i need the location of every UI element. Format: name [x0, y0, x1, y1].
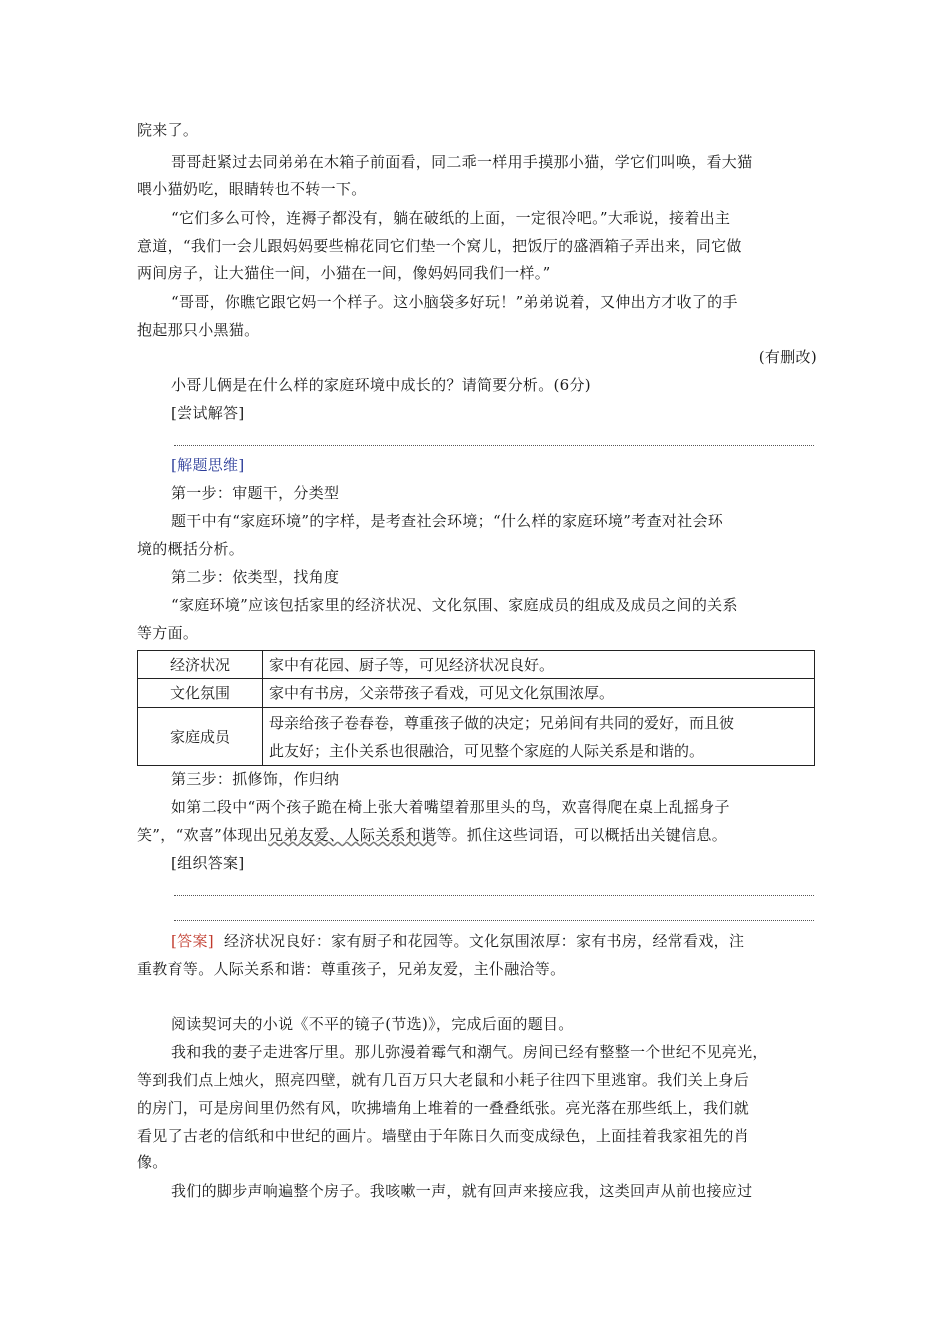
passage1-line: 哥哥赶紧过去同弟弟在木箱子前面看，同二乖一样用手摸那小猫，学它们叫唤，看大猫	[171, 153, 753, 171]
table-cell-line: 此友好；主仆关系也很融洽，可见整个家庭的人际关系是和谐的。	[269, 741, 705, 760]
answer-line	[171, 931, 817, 951]
step1-text: 题干中有“家庭环境”的字样，是考查社会环境；“什么样的家庭环境”考查对社会环	[171, 512, 724, 530]
question-text: 小哥儿俩是在什么样的家庭环境中成长的？请简要分析。(6分)	[171, 376, 591, 394]
table-row	[138, 651, 815, 679]
table-cell-detail: 家中有书房，父亲带孩子看戏，可见文化氛围浓厚。	[263, 679, 815, 708]
answer-blank-line	[174, 920, 814, 921]
try-answer-label: [尝试解答]	[171, 404, 245, 422]
passage2-line: 看见了古老的信纸和中世纪的画片。墙壁由于年陈日久而变成绿色，上面挂着我家祖先的肖	[137, 1127, 750, 1145]
step3-text-line	[137, 825, 817, 845]
step2-text: 等方面。	[137, 624, 199, 642]
table-cell-detail	[263, 708, 815, 766]
table-cell-aspect: 经济状况	[138, 651, 263, 679]
step3-text: 笑”，“欢喜”体现出	[137, 826, 269, 844]
passage1-line: 院来了。	[137, 121, 199, 139]
step2-title: 第二步：依类型，找角度	[171, 568, 340, 586]
passage2-line: 我们的脚步声响遍整个房子。我咳嗽一声，就有回声来接应我，这类回声从前也接应过	[171, 1182, 753, 1200]
family-environment-table	[137, 650, 815, 766]
passage1-line: 喂小猫奶吃，眼睛转也不转一下。	[137, 180, 367, 198]
passage2-line: 的房门，可是房间里仍然有风，吹拂墙角上堆着的一叠叠纸张。亮光落在那些纸上，我们就	[137, 1099, 750, 1117]
step2-text: “家庭环境”应该包括家里的经济状况、文化氛围、家庭成员的组成及成员之间的关系	[171, 596, 738, 614]
step1-text: 境的概括分析。	[137, 540, 245, 558]
passage1-line: 两间房子，让大猫住一间，小猫在一间，像妈妈同我们一样。”	[137, 264, 551, 282]
table-cell-aspect: 文化氛围	[138, 679, 263, 708]
source-note: (有删改)	[758, 348, 817, 366]
thinking-label: [解题思维]	[171, 456, 245, 474]
step3-text: 等。抓住这些词语，可以概括出关键信息。	[436, 826, 728, 844]
passage2-intro: 阅读契诃夫的小说《不平的镜子(节选)》，完成后面的题目。	[171, 1015, 574, 1033]
organize-label: [组织答案]	[171, 854, 245, 872]
table-cell-line: 母亲给孩子卷春卷，尊重孩子做的决定；兄弟间有共同的爱好，而且彼	[269, 713, 735, 732]
passage2-line: 等到我们点上烛火，照亮四壁，就有几百万只大老鼠和小耗子往四下里逃窜。我们关上身后	[137, 1071, 750, 1089]
passage1-line: “哥哥，你瞧它跟它妈一个样子。这小脑袋多好玩！”弟弟说着，又伸出方才收了的手	[171, 293, 738, 311]
answer-text: 经济状况良好：家有厨子和花园等。文化氛围浓厚：家有书房，经常看戏，注	[224, 932, 745, 950]
step3-text: 如第二段中“两个孩子跪在椅上张大着嘴望着那里头的鸟，欢喜得爬在桌上乱摇身子	[171, 798, 730, 816]
table-cell-aspect: 家庭成员	[138, 708, 263, 766]
answer-blank-line	[174, 895, 814, 896]
key-phrase: 兄弟友爱、人际关系和谐	[268, 826, 437, 844]
answer-blank-line	[174, 445, 814, 446]
answer-text: 重教育等。人际关系和谐：尊重孩子，兄弟友爱，主仆融洽等。	[137, 960, 566, 978]
answer-label: [答案]	[171, 932, 214, 950]
step1-title: 第一步：审题干，分类型	[171, 484, 340, 502]
passage1-line: 意道，“我们一会儿跟妈妈要些棉花同它们垫一个窝儿，把饭厅的盛酒箱子弄出来，同它做	[137, 237, 742, 255]
table-cell-detail: 家中有花园、厨子等，可见经济状况良好。	[263, 651, 815, 679]
passage1-line: 抱起那只小黑猫。	[137, 321, 260, 339]
table-row	[138, 708, 815, 766]
passage2-line: 我和我的妻子走进客厅里。那儿弥漫着霉气和潮气。房间已经有整整一个世纪不见亮光，	[171, 1043, 768, 1061]
table-row	[138, 679, 815, 708]
passage2-line: 像。	[137, 1153, 168, 1171]
step3-title: 第三步：抓修饰，作归纳	[171, 770, 340, 788]
passage1-line: “它们多么可怜，连褥子都没有，躺在破纸的上面，一定很冷吧。”大乖说，接着出主	[171, 209, 731, 227]
